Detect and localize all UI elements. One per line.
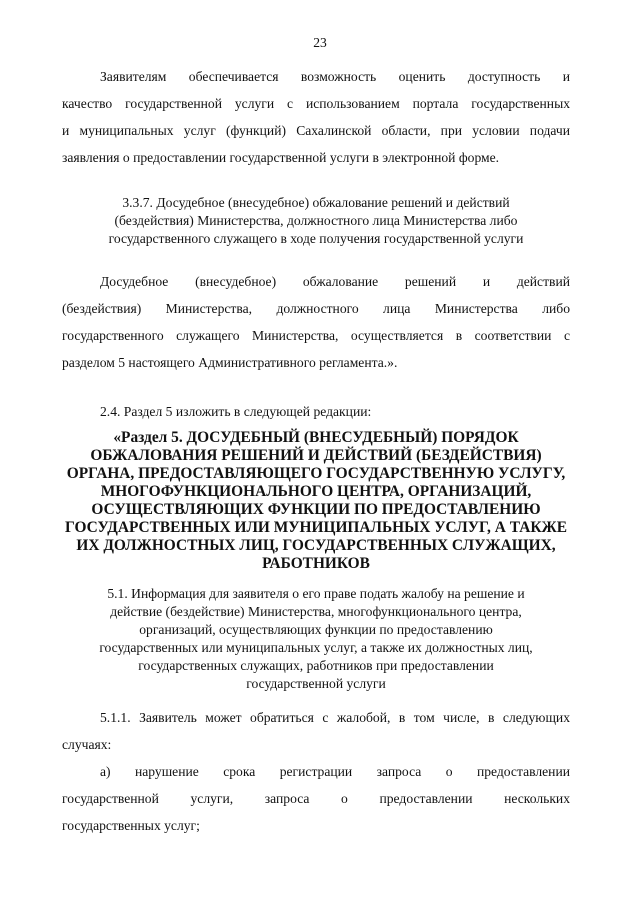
subsection-5-1-line: государственных служащих, работников при предоставлении: [138, 658, 494, 673]
item-a-line: государственных услуг;: [62, 818, 200, 833]
subsection-title-line: 3.3.7. Досудебное (внесудебное) обжалование решений и действий: [122, 195, 510, 210]
item-a-line: а) нарушение срока регистрации запроса о предоставлении: [100, 764, 570, 779]
item-a-line: государственной услуги, запроса о предоставлении нескольких: [62, 791, 570, 806]
section-heading-line: «Раздел 5. ДОСУДЕБНЫЙ (ВНЕСУДЕБНЫЙ) ПОРЯДОК: [113, 429, 519, 446]
paragraph-appeal-line: Досудебное (внесудебное) обжалование решений и действий: [100, 274, 570, 289]
paragraph-appeal-line: (бездействия) Министерства, должностного лица Министерства либо: [62, 301, 570, 316]
paragraph-portal-line: и муниципальных услуг (функций) Сахалинской области, при условии подачи: [62, 123, 570, 138]
paragraph-5-1-1-line: случаях:: [62, 737, 112, 752]
section-heading-line: ГОСУДАРСТВЕННЫХ ИЛИ МУНИЦИПАЛЬНЫХ УСЛУГ, А ТАКЖЕ: [65, 519, 567, 536]
page-number: 23: [313, 35, 327, 50]
section-heading-line: ИХ ДОЛЖНОСТНЫХ ЛИЦ, ГОСУДАРСТВЕННЫХ СЛУЖАЩИХ,: [76, 537, 556, 554]
paragraph-portal-line: Заявителям обеспечивается возможность оценить доступность и: [100, 69, 570, 84]
section-heading-line: МНОГОФУНКЦИОНАЛЬНОГО ЦЕНТРА, ОРГАНИЗАЦИЙ,: [100, 483, 532, 500]
subsection-5-1-line: государственной услуги: [246, 676, 386, 691]
section-heading-line: ОБЖАЛОВАНИЯ РЕШЕНИЙ И ДЕЙСТВИЙ (БЕЗДЕЙСТВИЯ): [90, 447, 542, 464]
subsection-title-line: (бездействия) Министерства, должностного лица Министерства либо: [114, 213, 518, 228]
subsection-5-1-line: действие (бездействие) Министерства, многофункционального центра,: [110, 604, 522, 619]
subsection-title-line: государственного служащего в ходе получения государственной услуги: [108, 231, 524, 246]
subsection-5-1-line: 5.1. Информация для заявителя о его праве подать жалобу на решение и: [107, 586, 525, 601]
subsection-5-1-line: организаций, осуществляющих функции по предоставлению: [139, 622, 493, 637]
paragraph-portal-line: качество государственной услуги с использованием портала государственных: [62, 96, 570, 111]
section-heading-line: ОРГАНА, ПРЕДОСТАВЛЯЮЩЕГО ГОСУДАРСТВЕННУЮ УСЛУГУ,: [66, 465, 566, 482]
amendment-line: 2.4. Раздел 5 изложить в следующей редакции:: [100, 404, 372, 419]
paragraph-portal-line: заявления о предоставлении государственной услуги в электронной форме.: [62, 150, 500, 165]
paragraph-appeal-line: разделом 5 настоящего Административного регламента.».: [62, 355, 398, 370]
section-heading-line: РАБОТНИКОВ: [262, 555, 370, 572]
section-heading-line: ОСУЩЕСТВЛЯЮЩИХ ФУНКЦИИ ПО ПРЕДОСТАВЛЕНИЮ: [91, 501, 541, 518]
subsection-5-1-line: государственных или муниципальных услуг, а также их должностных лиц,: [99, 640, 533, 655]
paragraph-5-1-1-line: 5.1.1. Заявитель может обратиться с жалобой, в том числе, в следующих: [100, 710, 570, 725]
paragraph-appeal-line: государственного служащего Министерства, осуществляется в соответствии с: [62, 328, 570, 343]
